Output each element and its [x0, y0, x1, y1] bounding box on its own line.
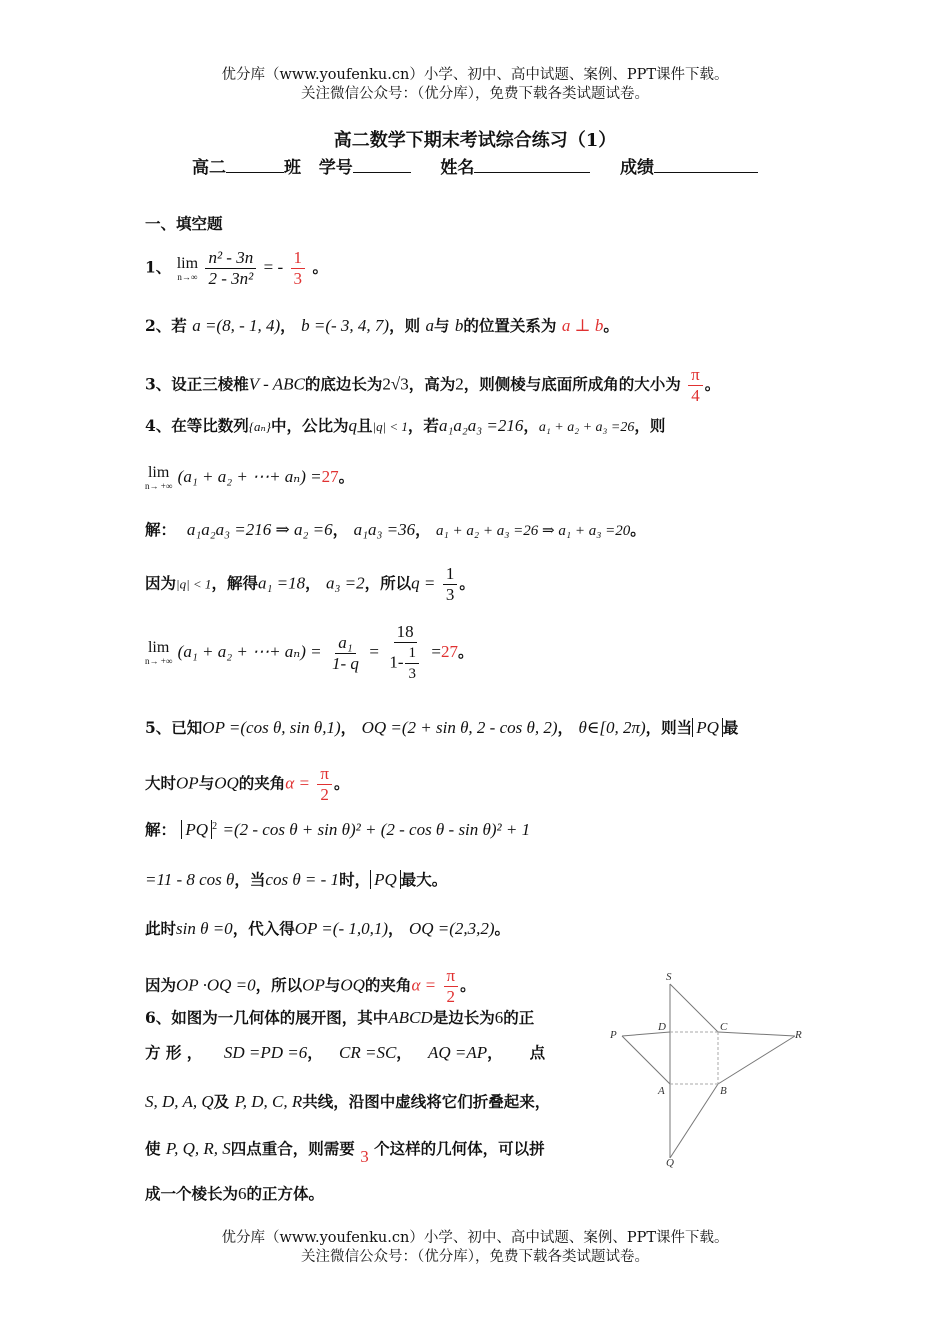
- q6-aq-ap: AQ =AP: [428, 1043, 488, 1062]
- sol5-so: ，所以: [255, 975, 303, 995]
- q1-equals: = -: [263, 257, 284, 277]
- sol5-answer: $\frac{\pi}{2}$: [444, 966, 459, 1007]
- q4-sequence: {aₙ}: [248, 419, 271, 434]
- sol5-comma: ，: [388, 919, 404, 938]
- q4-text-2: 中，公比为: [270, 416, 349, 435]
- q5-label: 5、已知: [145, 718, 203, 737]
- sol5-simplified: =11 - 8 cos θ: [145, 870, 235, 889]
- q6-cube-edge: 6: [238, 1184, 247, 1203]
- q4-sum: a₁ + a₂ + a₃ =26: [538, 420, 635, 435]
- q6-points-3: P, Q, R, S: [165, 1139, 231, 1158]
- sol4-solve: ，解得: [211, 573, 258, 593]
- sol5-end-1: 。: [494, 919, 511, 938]
- label-c: C: [720, 1021, 728, 1033]
- q5-comma-1: ，: [340, 718, 357, 737]
- sol5-angle-text: 的夹角: [364, 975, 412, 995]
- q5-comma-2: ，: [557, 718, 574, 737]
- sol5-oq-2: OQ: [340, 975, 365, 995]
- sol5-op-2: OP: [302, 975, 325, 995]
- footer-line-1: 优分库（www.youfenku.cn）小学、初中、高中试题、案例、PPT课件下载。: [221, 1230, 729, 1246]
- q5-with: 与: [198, 773, 215, 793]
- q6-text-2: 是边长为: [432, 1008, 495, 1027]
- name-blank[interactable]: [474, 154, 590, 173]
- question-2: [145, 314, 619, 336]
- sol4-end-2: 。: [459, 573, 475, 593]
- number-blank[interactable]: [353, 154, 411, 173]
- sol5-sin: sin θ =0: [176, 919, 233, 938]
- q6-text-6: 四点重合，则需要: [230, 1139, 355, 1158]
- q2-and: 与: [433, 316, 450, 335]
- sol5-pq-2: PQ: [370, 870, 401, 889]
- question-5: [145, 716, 738, 738]
- question-5-line-2: [145, 764, 349, 805]
- sol4-condition: |q| < 1: [176, 576, 212, 592]
- q2-end: 。: [603, 316, 619, 335]
- q6-text-8: 成一个棱长为: [145, 1184, 239, 1203]
- q1-limit: lim n→∞: [176, 254, 199, 282]
- q3-end: 。: [704, 374, 721, 394]
- q6-side-length: 6: [494, 1008, 504, 1027]
- q6-comma-3: ，: [487, 1043, 503, 1062]
- q4-condition: |q| < 1: [372, 419, 408, 434]
- q5-op-2: OP: [176, 773, 199, 793]
- q2-comma: ，: [280, 316, 296, 335]
- class-label: 班: [284, 158, 301, 178]
- sol5-with: 与: [324, 975, 341, 995]
- sol4-end-3: 。: [457, 642, 474, 661]
- solid-edges: [622, 984, 795, 1158]
- q2-label: 2、若: [145, 316, 187, 335]
- solution-5-line-4: [145, 966, 476, 1007]
- q5-answer: $\frac{\pi}{2}$: [317, 764, 332, 805]
- net-diagram: [600, 968, 815, 1168]
- q1-label: 1、: [145, 257, 172, 277]
- q5-alpha: α =: [285, 773, 310, 793]
- label-b: B: [720, 1085, 727, 1097]
- sol4-q-equals: q =: [411, 573, 436, 593]
- edge-s-c: [670, 984, 718, 1032]
- sol5-oq: OQ =(2,3,2): [408, 919, 495, 938]
- solution-5-line-2: [145, 868, 447, 890]
- q2-relation-text: 的位置关系为: [463, 316, 557, 335]
- student-info-line: [192, 153, 758, 178]
- q6-text-9: 的正方体。: [246, 1184, 325, 1203]
- q6-text-4: 方 形 ，: [145, 1043, 203, 1062]
- q5-end: 。: [333, 773, 350, 793]
- sol4-answer: 27: [440, 642, 458, 661]
- sol4-comma-1: ，: [332, 520, 349, 539]
- label-q: Q: [666, 1157, 674, 1168]
- sol4-so: ，所以: [364, 573, 412, 593]
- page-title: 高二数学下期末考试综合练习（1）: [333, 130, 617, 151]
- q3-text-2: 的底边长为: [304, 374, 383, 394]
- sol5-condition: cos θ = - 1: [265, 870, 340, 889]
- q3-height: 2: [455, 374, 464, 394]
- q5-theta-range: θ∈[0, 2π): [578, 718, 646, 737]
- number-label: 学号: [318, 158, 353, 178]
- q5-then: ，则当: [645, 718, 693, 737]
- sol5-because: 因为: [145, 975, 177, 995]
- edge-c-r: [718, 1032, 795, 1036]
- sol5-expression: =(2 - cos θ + sin θ)² + (2 - cos θ - sin θ)² + 1: [222, 820, 531, 839]
- sol4-step-2: a₁a₃ =36: [353, 520, 416, 539]
- label-s: S: [666, 971, 672, 983]
- page-footer: [0, 1229, 950, 1267]
- sol5-op: OP =(- 1,0,1): [294, 919, 389, 938]
- q6-sd-pd: SD =PD =6: [223, 1043, 308, 1062]
- label-p: P: [610, 1029, 617, 1041]
- solution-5-line-1: [145, 818, 530, 840]
- q5-oq-2: OQ: [214, 773, 239, 793]
- q2-a: a: [425, 316, 434, 335]
- q2-answer: a ⊥ b: [561, 316, 604, 335]
- edge-p-a: [622, 1036, 670, 1084]
- sol4-end-1: 。: [630, 520, 646, 539]
- question-3: [145, 365, 720, 406]
- q4-end: 。: [338, 467, 355, 486]
- sol5-square: 2: [212, 820, 218, 832]
- q6-text-1: 6、如图为一几何体的展开图，其中: [145, 1008, 389, 1027]
- sol4-a1: a₁ =18: [257, 573, 306, 593]
- q6-and: 及: [213, 1092, 230, 1111]
- q6-point: 点: [529, 1043, 546, 1062]
- footer-line-2: 关注微信公众号：（优分库），免费下载各类试题试卷。: [301, 1249, 649, 1265]
- question-6-line-5: [145, 1182, 324, 1204]
- class-blank[interactable]: [226, 154, 284, 173]
- q4-text-5: ，则: [634, 416, 666, 435]
- solution-4-line-2: [145, 564, 475, 605]
- q1-answer: $\frac{1}{3}$: [291, 248, 306, 289]
- sol5-pq: PQ: [181, 820, 212, 839]
- q6-points-1: S, D, A, Q: [145, 1092, 214, 1111]
- header-line-1: 优分库（www.youfenku.cn）小学、初中、高中试题、案例、PPT课件下载。: [221, 67, 729, 83]
- q3-pyramid: V - ABC: [248, 374, 305, 394]
- q1-fraction: $\frac{\text{n² - 3n}}{\text{2 - 3n²}}$: [205, 248, 256, 289]
- q4-text-4: ，若: [407, 416, 439, 435]
- q4-ratio: q: [348, 416, 357, 435]
- sol5-end-2: 。: [460, 975, 476, 995]
- sol4-fraction-2: 18 1- $\frac{1}{3}$: [386, 622, 424, 684]
- question-4: [145, 414, 665, 436]
- sol5-dot-product: OP ·OQ =0: [176, 975, 256, 995]
- q6-text-3: 的正: [503, 1008, 535, 1027]
- sol5-substitute: ，代入得: [232, 919, 295, 938]
- sol4-comma-3: ，: [305, 573, 321, 593]
- sol4-equals: =: [369, 642, 379, 661]
- q2-b: b: [454, 316, 464, 335]
- q5-max: 最: [722, 718, 739, 737]
- question-6-line-2: [145, 1041, 545, 1063]
- sol5-alpha: α =: [411, 975, 437, 995]
- section-heading: 一、填空题: [145, 214, 223, 233]
- label-r: R: [795, 1029, 802, 1041]
- q4-comma: ，: [523, 416, 539, 435]
- question-6-line-4: [145, 1137, 545, 1166]
- q6-text-7: 个这样的几何体，可以拼: [374, 1139, 545, 1158]
- question-6-line-3: [145, 1090, 550, 1112]
- name-label: 姓名: [440, 158, 475, 178]
- solution-5-line-3: [145, 917, 510, 939]
- header-line-2: 关注微信公众号：（优分库），免费下载各类试题试卷。: [301, 86, 649, 102]
- q3-text-3: ，高为: [408, 374, 456, 394]
- sol4-step-3: a₁ + a₂ + a₃ =26 ⇒ a₁ + a₃ =20: [436, 523, 631, 539]
- q6-text-5: 共线，沿图中虚线将它们折叠起来，: [302, 1092, 551, 1111]
- q4-product: a₁a₂a₃ =216: [438, 416, 524, 435]
- edge-b-q: [670, 1084, 718, 1158]
- q3-text-4: ，则侧棱与底面所成角的大小为: [463, 374, 681, 394]
- q6-points-2: P, D, C, R: [234, 1092, 303, 1111]
- sol4-comma-2: ，: [415, 520, 431, 539]
- question-6-line-1: [145, 1006, 534, 1028]
- solution-4-line-1: [145, 518, 646, 540]
- sol5-label: 解：: [145, 820, 177, 839]
- q4-answer: 27: [321, 467, 339, 486]
- q5-oq: OQ =(2 + sin θ, 2 - cos θ, 2): [361, 718, 558, 737]
- sol5-when: ，当: [234, 870, 266, 889]
- q4-limit-expr: (a₁ + a₂ + ⋯+ aₙ) =: [177, 467, 322, 486]
- label-d: D: [658, 1021, 666, 1033]
- q3-answer: $\frac{\pi}{4}$: [688, 365, 703, 406]
- q2-vector-a: a =(8, - 1, 4): [192, 316, 281, 335]
- q5-op: OP =(cos θ, sin θ,1): [202, 718, 341, 737]
- sol4-because: 因为: [145, 573, 177, 593]
- sol4-limit-expr: (a₁ + a₂ + ⋯+ aₙ) =: [177, 642, 322, 661]
- q5-pq: PQ: [692, 718, 723, 737]
- q6-answer: 3: [360, 1147, 369, 1166]
- sol4-equals-2: =: [431, 642, 441, 661]
- sol4-limit: lim n→ +∞: [145, 639, 173, 666]
- q5-line2-text: 大时: [145, 773, 177, 793]
- q5-angle-text: 的夹角: [238, 773, 286, 793]
- q3-text-1: 3、设正三棱椎: [145, 374, 249, 394]
- q6-square: ABCD: [388, 1008, 433, 1027]
- sol4-a3: a₃ =2: [326, 573, 365, 593]
- q3-edge: 2√3: [382, 374, 409, 394]
- sol4-fraction-1: $\frac{\text{a₁}}{1- q}$: [331, 632, 359, 673]
- score-label: 成绩: [619, 158, 654, 178]
- q4-text-1: 4、在等比数列: [145, 416, 249, 435]
- sol5-this-time: 此时: [145, 919, 177, 938]
- label-a: A: [658, 1085, 665, 1097]
- solution-4-line-3: [145, 622, 474, 684]
- sol4-label: 解：: [145, 520, 177, 539]
- page-header: [0, 66, 950, 104]
- edge-r-b: [718, 1036, 795, 1084]
- sol5-time: 时，: [339, 870, 371, 889]
- q2-then: ，则: [389, 316, 421, 335]
- question-4-limit: [145, 465, 354, 491]
- q6-make: 使: [145, 1139, 161, 1158]
- fold-lines: [670, 1032, 718, 1084]
- sol5-max: 最大。: [400, 870, 448, 889]
- question-1: [145, 248, 328, 289]
- q1-end: 。: [312, 257, 328, 277]
- q6-comma-1: ，: [307, 1043, 323, 1062]
- sol4-q-value: $\frac{1}{3}$: [443, 564, 458, 605]
- q2-vector-b: b =(- 3, 4, 7): [301, 316, 390, 335]
- q4-text-3: 且: [356, 416, 373, 435]
- sol4-step-1: a₁a₂a₃ =216 ⇒ a₂ =6: [186, 520, 333, 539]
- score-blank[interactable]: [654, 154, 758, 173]
- q4-limit: lim n→ +∞: [145, 464, 173, 491]
- grade-label: 高二: [192, 158, 226, 178]
- q6-comma-2: ，: [396, 1043, 412, 1062]
- q6-cr-sc: CR =SC: [339, 1043, 397, 1062]
